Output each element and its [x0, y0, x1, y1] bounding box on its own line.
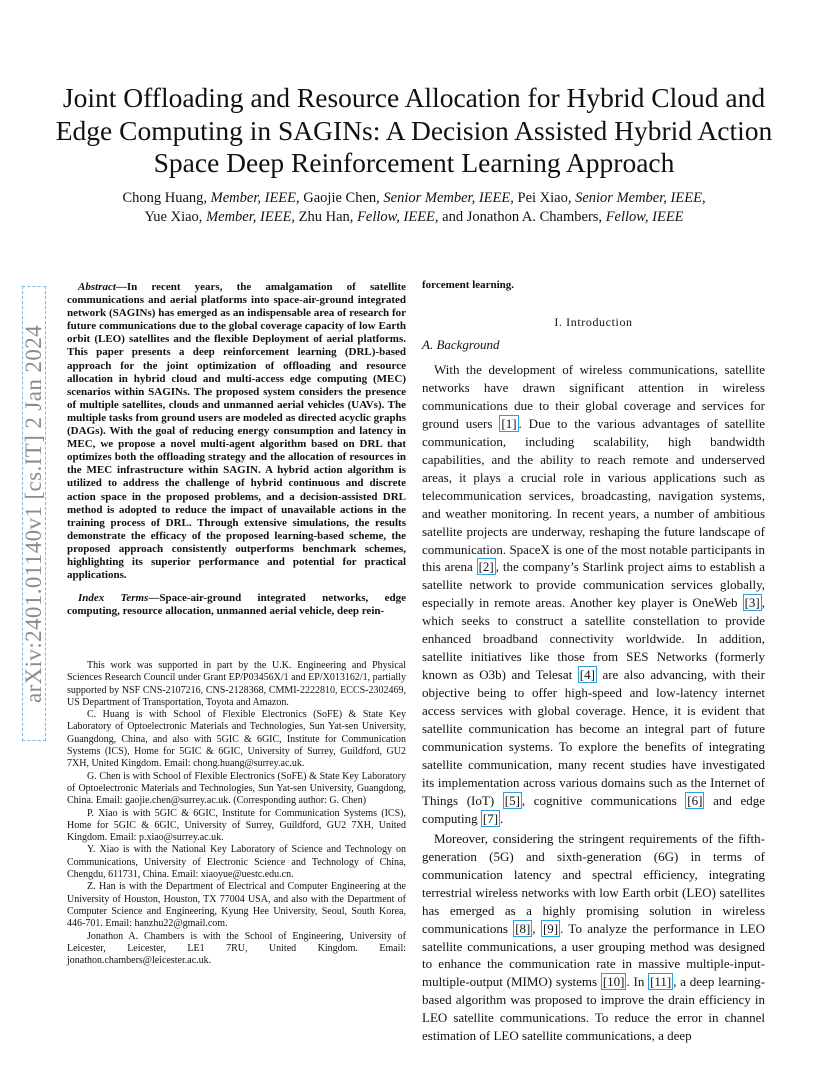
author-name: , Pei Xiao, — [510, 190, 576, 206]
footnotes — [67, 660, 406, 967]
author-role: Fellow, IEEE — [605, 209, 684, 225]
index-terms — [67, 592, 406, 618]
citation-link[interactable]: [11] — [650, 974, 672, 990]
body-text: . To analyze the performance in LEO satellite communications, a user grouping method was designed to enhance the communication rate in massive multiple-input-multiple-output (MIMO) systems — [422, 920, 766, 990]
citation-link[interactable]: [9] — [542, 920, 559, 936]
abstract-label: Abstract — [78, 281, 116, 293]
abstract-text: —In recent years, the amalgamation of satellite communications and aerial platforms into space-air-ground integrated network (SAGINs) has emerged as an indispensable area of research for future communications due to the global coverage capacity of low Earth orbit (LEO) satellites and the flexible Deployment of aerial platforms. This paper presents a deep reinforcement learning (DRL)-based approach for the joint optimization of offloading and resource allocation in hybrid cloud and multi-access edge computing (MEC) scenarios within SAGINs. The proposed system considers the presence of multiple satellites, clouds and unmanned aerial vehicles (UAVs). The multiple tasks from ground users are modeled as directed acyclic graphs (DAGs). With the goal of reducing energy consumption and latency in MEC, we propose a novel multi-agent algorithm based on DRL that optimizes both the offloading strategy and the allocation of resources in the MEC infrastructure within SAGIN. A hybrid action algorithm is utilized to address the challenge of hybrid continuous and discrete action space in the proposed problems, and a decision-assisted DRL method is adopted to reduce the impact of unavailable actions in the training process of DRL. Through extensive simulations, the results demonstrate the efficacy of the proposed learning-based scheme, the proposed approach consistently outperforms benchmark schemes, highlighting its superior performance and potential for practical applications. — [67, 281, 406, 582]
author-role: Fellow, IEEE — [357, 209, 435, 225]
author-name: Chong Huang, — [122, 190, 211, 206]
body-text: . In — [626, 974, 649, 990]
author-list — [60, 189, 768, 227]
body-text: Moreover, considering the stringent requirements of the fifth-generation (5G) and sixth-generation (6G) in terms of communication latency and spectral efficiency, integrating terrestrial wireless networks with low Earth orbit (LEO) satellites has emerged as a highly promising solution in wireless communications — [422, 830, 765, 936]
citation-link[interactable]: [10] — [602, 974, 625, 990]
author-role: Member, IEEE — [206, 209, 292, 225]
author-line-1 — [60, 189, 768, 208]
arxiv-stamp[interactable] — [22, 286, 48, 741]
author-separator: , — [701, 190, 706, 206]
subsection-heading: A. Background — [422, 337, 500, 352]
footnote-affiliation: C. Huang is with School of Flexible Electronics (SoFE) & State Key Laboratory of Optoelectronic Materials and Technologies, Sun Yat-sen University, Guangdong, China, and also with 5GIC & 6GIC, Institute for Communication Systems (ICS), Home for 5GIC & 6GIC, University of Surrey, Guildford, GU2 7XH, United Kingdom. Email: chong.huang@surrey.ac.uk. — [67, 709, 406, 770]
right-column — [422, 279, 765, 1045]
footnote-affiliation: Jonathon A. Chambers is with the School of Engineering, University of Leicester, Leicester, LE1 7RU, United Kingdom. Email: jonathon.chambers@leicester.ac.uk. — [67, 930, 406, 967]
citation-link[interactable]: [1] — [501, 415, 517, 431]
citation-link[interactable]: [7] — [482, 810, 499, 826]
index-terms-text: —Space-air-ground integrated networks, edge computing, resource allocation, unmanned aerial vehicle, deep rein- — [67, 592, 406, 618]
author-role: Senior Member, IEEE — [383, 190, 511, 206]
author-line-2 — [60, 208, 768, 227]
footnote-funding: This work was supported in part by the U.K. Engineering and Physical Sciences Research Council under Grant EP/P03456X/1 and EP/X013162/1, partially supported by NSF CNS-2107216, CNS-2128368, CMMI-2222810, ECCS-2302469, US Department of Transportation, Toyota and Amazon. — [67, 660, 406, 708]
body-text: , which seeks to construct a satellite constellation to provide enhanced broadband connectivity worldwide. In addition, satellite initiatives like those from SES Networks (formerly known as O3b) and Telesat — [422, 595, 765, 683]
body-text: With the development of wireless communications, satellite networks have drawn significant attention in wireless communications due to their global coverage and services for ground users — [422, 362, 765, 431]
citation-link[interactable]: [8] — [515, 920, 531, 936]
paper-title: Joint Offloading and Resource Allocation for Hybrid Cloud and Edge Computing in SAGINs: A Decision Assisted Hybrid Action Space Deep Reinforcement Learning Approach — [55, 82, 773, 178]
footnote-affiliation: P. Xiao is with 5GIC & 6GIC, Institute for Communication Systems (ICS), Home for 5GIC & 6GIC, University of Surrey, Guildford, GU2 7XH, United Kingdom. Email: p.xiao@surrey.ac.uk. — [67, 807, 406, 844]
index-terms-continuation: forcement learning. — [422, 279, 515, 291]
body-text: , the company’s Starlink project aims to establish a satellite network to provide communication services globally, especially in remote areas. Another key player is OneWeb — [422, 559, 766, 611]
body-text: and edge computing — [422, 792, 765, 826]
citation-link[interactable]: [6] — [687, 792, 703, 808]
intro-paragraph-2 — [422, 830, 765, 1045]
footnote-affiliation: G. Chen is with School of Flexible Electronics (SoFE) & State Key Laboratory of Optoelectronic Materials and Technologies, Sun Yat-sen University, Guangdong, China. Email: gaojie.chen@surrey.ac.uk. (Corresponding author: G. Chen) — [67, 770, 406, 807]
body-text: , a deep learning-based algorithm was proposed to improve the drain efficiency in LEO satellite communications. To reduce the error in channel estimation of LEO satellite communications, a deep — [422, 974, 766, 1044]
intro-paragraph-1 — [422, 361, 765, 828]
author-role: Senior Member, IEEE — [575, 190, 702, 206]
author-name: , and Jonathon A. Chambers, — [434, 209, 606, 225]
body-text: . — [500, 810, 504, 826]
abstract — [67, 281, 406, 582]
citation-link[interactable]: [5] — [504, 792, 520, 808]
author-name: , Zhu Han, — [291, 209, 358, 225]
section-heading: I. Introduction — [554, 315, 633, 329]
citation-link[interactable]: [3] — [744, 595, 760, 611]
body-text: , cognitive communications — [521, 792, 686, 808]
author-name: Yue Xiao, — [144, 209, 207, 225]
index-terms-label: Index Terms — [78, 592, 149, 605]
author-name: , Gaojie Chen, — [296, 190, 384, 206]
footnote-affiliation: Y. Xiao is with the National Key Laboratory of Science and Technology on Communications, University of Electronic Science and Technology of China, Chengdu, 611731, China. Email: xiaoyue@uestc.edu.cn. — [67, 844, 406, 881]
body-text: are also advancing, with their objective being to offer high-speed and low-latency internet access services with global coverage. Hence, it is evident that satellite communication has become an integral part of future communication systems. To explore the benefits of integrating satellite communication, many recent studies have investigated its implementation across various domains such as the Internet of Things (IoT) — [422, 667, 765, 808]
body-text: , — [532, 920, 541, 936]
body-text: . Due to the various advantages of satellite communication, including scalability, high bandwidth capabilities, and the ability to reach remote and underserved areas, it plays a crucial role in various applications such as telecommunication services, broadcasting, navigation systems, and weather monitoring. In recent years, a number of ambitious satellite projects are underway, reshaping the future landscape of communication. SpaceX is one of the most notable participants in this arena — [422, 415, 766, 575]
arxiv-identifier[interactable]: arXiv:2401.01140v1 [cs.IT] 2 Jan 2024 — [21, 324, 46, 704]
citation-link[interactable]: [2] — [478, 559, 494, 575]
footnote-affiliation: Z. Han is with the Department of Electrical and Computer Engineering at the University of Houston, Houston, TX 77004 USA, and also with the Department of Computer Science and Engineering, Kyung Hee University, Seoul, South Korea, 446-701. Email: hanzhu22@gmail.com. — [67, 881, 406, 930]
citation-link[interactable]: [4] — [579, 667, 595, 683]
left-column — [67, 281, 406, 618]
author-role: Member, IEEE — [210, 190, 297, 206]
